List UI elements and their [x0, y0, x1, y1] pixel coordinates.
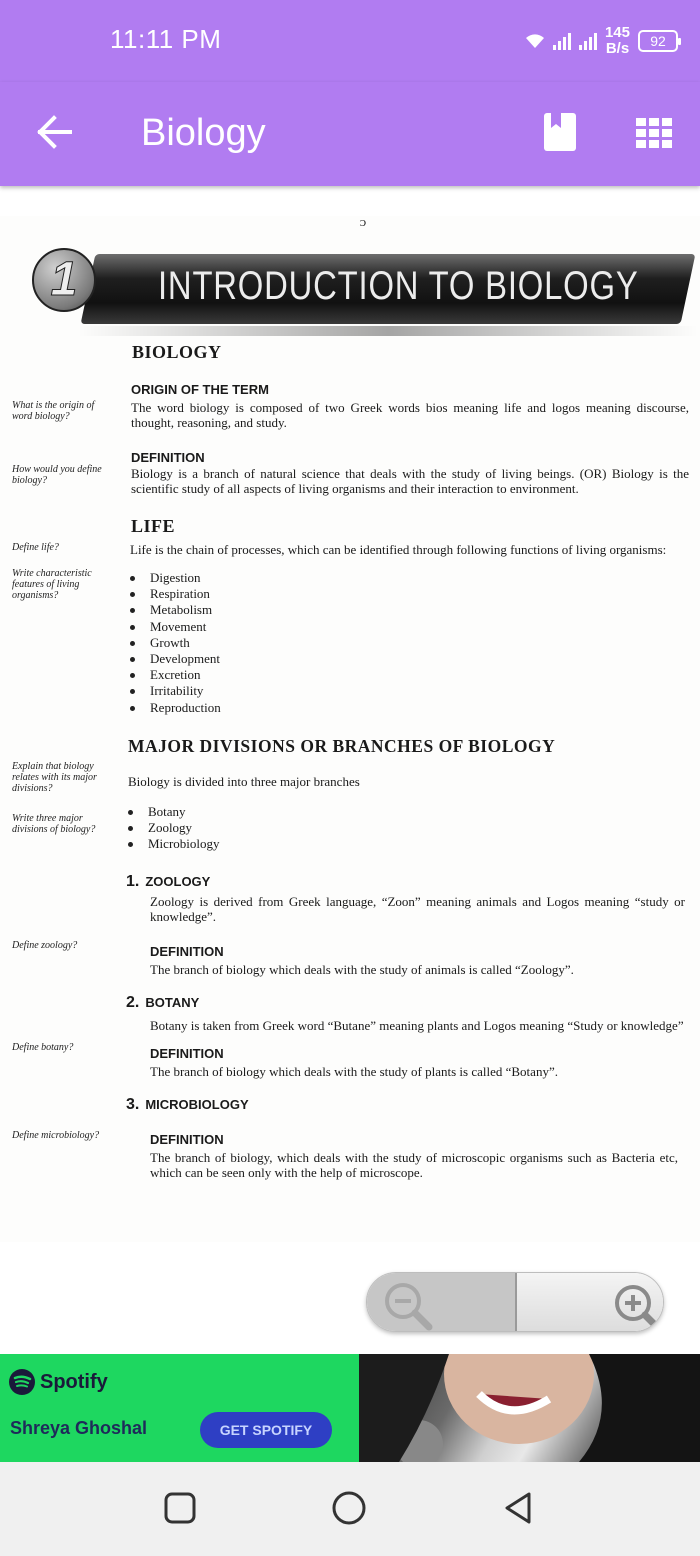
microbiology-definition-text: The branch of biology, which deals with the study of microscopic organisms such as Bacteria etc, which can be seen only with the help of microscope.: [150, 1150, 678, 1180]
singer-photo-icon: [359, 1354, 700, 1462]
navigation-bar: [0, 1462, 700, 1556]
chapter-number: 1: [32, 248, 96, 312]
network-speed-unit: B/s: [605, 40, 630, 57]
ad-image: [359, 1354, 700, 1462]
microbiology-number: 3.: [126, 1096, 140, 1113]
botany-heading: [126, 994, 199, 1012]
back-arrow-icon[interactable]: [36, 112, 76, 152]
definition-question: How would you define biology?: [12, 464, 102, 486]
zoology-question: Define zoology?: [12, 940, 78, 951]
list-item: Zoology: [126, 820, 220, 836]
chapter-banner: [38, 236, 690, 330]
spotify-icon: [8, 1368, 36, 1396]
status-bar: [0, 0, 700, 82]
divisions-question-1: Explain that biology relates with its major divisions?: [12, 761, 97, 794]
signal-icon: [553, 32, 571, 50]
get-spotify-button[interactable]: GET SPOTIFY: [200, 1412, 332, 1448]
app-title: Biology: [141, 112, 266, 154]
zoom-in-button[interactable]: [517, 1273, 664, 1332]
zoology-definition-heading: DEFINITION: [150, 944, 224, 959]
life-question-2: Write characteristic features of living organisms?: [12, 568, 92, 601]
list-item: Development: [128, 651, 221, 667]
zoology-title: ZOOLOGY: [145, 874, 211, 889]
wifi-icon: [525, 33, 545, 49]
ad-artist: Shreya Ghoshal: [10, 1418, 148, 1438]
divisions-intro: Biology is divided into three major branches: [128, 774, 360, 789]
grid-icon[interactable]: [636, 118, 672, 148]
zoom-out-icon: [377, 1275, 437, 1332]
list-item: Digestion: [128, 570, 221, 586]
life-question-1: Define life?: [12, 542, 59, 553]
botany-question: Define botany?: [12, 1042, 74, 1053]
life-text: Life is the chain of processes, which can be identified through following functions of living organisms:: [130, 542, 667, 557]
zoology-text: Zoology is derived from Greek language, “Zoon” meaning animals and Logos meaning “study or knowledge”.: [150, 894, 685, 924]
network-speed: [605, 25, 630, 57]
circle-icon[interactable]: [331, 1490, 367, 1526]
zoology-definition-text: The branch of biology which deals with the study of animals is called “Zoology”.: [150, 962, 574, 977]
ad-brand: Spotify: [40, 1370, 108, 1393]
life-functions-list: [128, 570, 221, 716]
list-item: Botany: [126, 804, 220, 820]
battery-level: 92: [650, 33, 666, 49]
microbiology-heading: [126, 1096, 249, 1114]
microbiology-title: MICROBIOLOGY: [145, 1097, 249, 1112]
square-icon[interactable]: [162, 1490, 198, 1526]
app-bar: [0, 82, 700, 186]
botany-definition-heading: DEFINITION: [150, 1046, 224, 1061]
signal-icon-2: [579, 32, 597, 50]
microbiology-question: Define microbiology?: [12, 1130, 100, 1141]
origin-question: What is the origin of word biology?: [12, 400, 95, 422]
triangle-back-icon[interactable]: [501, 1490, 537, 1526]
zoology-number: 1.: [126, 873, 140, 890]
list-item: Respiration: [128, 586, 221, 602]
origin-text: The word biology is composed of two Greek words bios meaning life and logos meaning discourse, thought, reasoning, and study.: [131, 400, 689, 430]
chapter-title: INTRODUCTION TO BIOLOGY: [158, 264, 639, 308]
zoom-out-button[interactable]: [367, 1273, 516, 1332]
zoom-control: [366, 1272, 664, 1332]
document-page: [0, 216, 700, 1242]
zoology-heading: [126, 873, 210, 891]
bookmark-icon[interactable]: [543, 112, 577, 152]
life-heading: LIFE: [131, 516, 176, 536]
list-item: Irritability: [128, 683, 221, 699]
botany-number: 2.: [126, 994, 140, 1011]
biology-heading: BIOLOGY: [132, 342, 222, 362]
botany-definition-text: The branch of biology which deals with the study of plants is called “Botany”.: [150, 1064, 558, 1079]
definition-text: Biology is a branch of natural science that deals with the study of living beings. (OR) Biology is the scientific study of all aspects of living organisms and their interaction to environment.: [131, 466, 689, 496]
zoom-in-icon: [603, 1275, 663, 1332]
list-item: Growth: [128, 635, 221, 651]
botany-text: Botany is taken from Greek word “Butane” meaning plants and Logos meaning “Study or knowledge”: [150, 1018, 684, 1033]
definition-heading: DEFINITION: [131, 450, 205, 465]
divisions-question-2: Write three major divisions of biology?: [12, 813, 96, 835]
list-item: Excretion: [128, 667, 221, 683]
microbiology-definition-heading: DEFINITION: [150, 1132, 224, 1147]
list-item: Metabolism: [128, 602, 221, 618]
page-mark: ᴐ: [360, 216, 367, 229]
origin-heading: ORIGIN OF THE TERM: [131, 382, 269, 397]
list-item: Microbiology: [126, 836, 220, 852]
list-item: Reproduction: [128, 700, 221, 716]
network-speed-value: 145: [604, 24, 630, 41]
botany-title: BOTANY: [145, 995, 200, 1010]
status-time: 11:11 PM: [110, 24, 222, 54]
spotify-logo: [8, 1368, 108, 1396]
divisions-heading: MAJOR DIVISIONS OR BRANCHES OF BIOLOGY: [128, 736, 556, 756]
list-item: Movement: [128, 619, 221, 635]
ad-banner[interactable]: [0, 1354, 700, 1462]
battery-icon: [638, 30, 678, 52]
branches-list: [126, 804, 220, 853]
status-icons: [525, 20, 678, 62]
